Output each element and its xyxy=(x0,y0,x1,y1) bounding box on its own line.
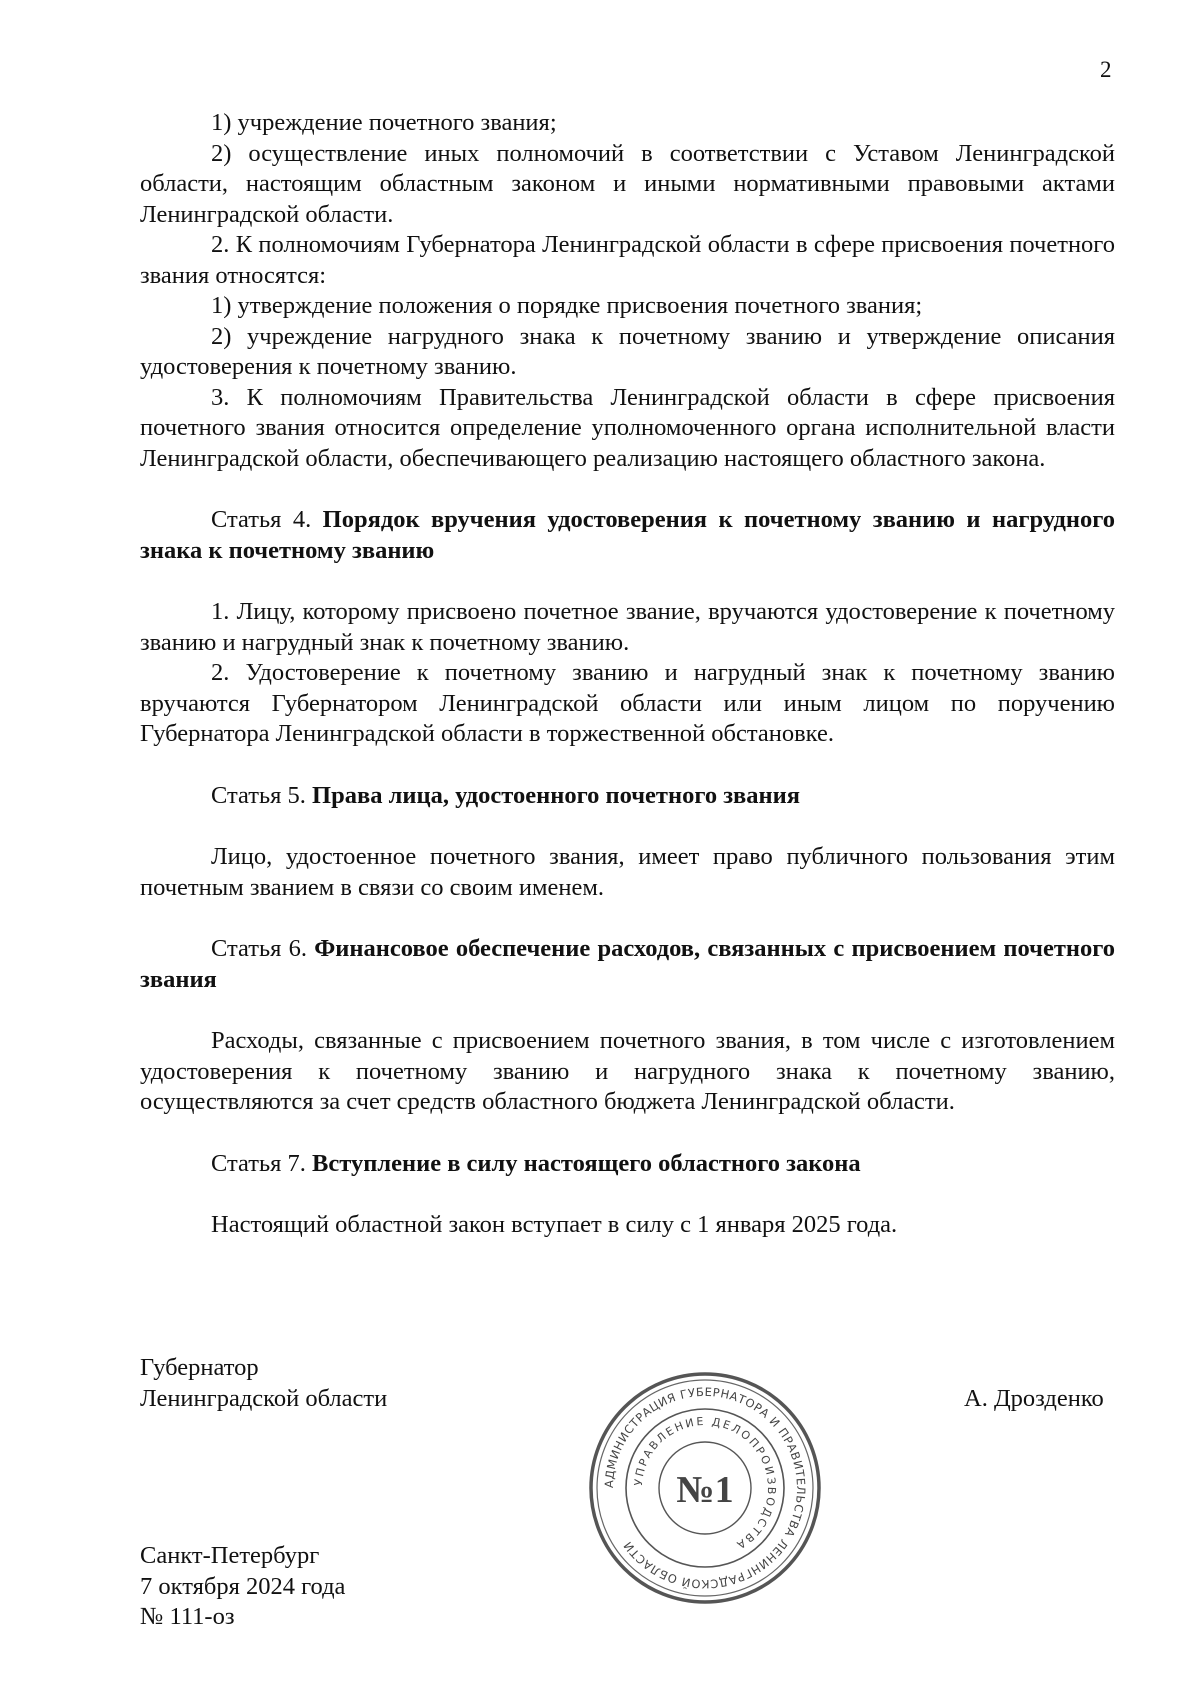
signature-position-line: Ленинградской области xyxy=(140,1384,388,1412)
paragraph: 1. Лицу, которому присвоено почетное звание, вручаются удостоверение к почетному званию и нагрудный знак к почетному званию. xyxy=(140,598,1115,656)
article-title: Права лица, удостоенного почетного звания xyxy=(312,781,801,809)
paragraph: 2) учреждение нагрудного знака к почетному званию и утверждение описания удостоверения к почетному званию. xyxy=(140,322,1115,380)
article-label: Статья 7. xyxy=(211,1149,306,1177)
article-title: Финансовое обеспечение расходов, связанных с присвоением почетного звания xyxy=(140,935,1115,993)
footer-block xyxy=(140,1541,345,1633)
seal-inner-text: УПРАВЛЕНИЕ ДЕЛОПРОИЗВОДСТВА xyxy=(631,1414,779,1553)
paragraph: 2) осуществление иных полномочий в соответствии с Уставом Ленинградской области, настоящим областным законом и иными нормативными правовыми актами Ленинградской области. xyxy=(140,139,1115,228)
article-title: Вступление в силу настоящего областного закона xyxy=(312,1149,861,1177)
paragraph: Расходы, связанные с присвоением почетного звания, в том числе с изготовлением удостоверения к почетному званию и нагрудного знака к почетному званию, осуществляются за счет средств областного бюджета Ленинградской области. xyxy=(140,1027,1115,1115)
seal-center-number: №1 xyxy=(676,1469,734,1511)
article-label: Статья 6. xyxy=(211,935,308,962)
article-title: Порядок вручения удостоверения к почетному званию и нагрудного знака к почетному званию xyxy=(140,506,1115,564)
paragraph: 3. К полномочиям Правительства Ленинградской области в сфере присвоения почетного звания относится определение уполномоченного органа исполнительной власти Ленинградской области, обеспечивающего реализацию настоящего областного закона. xyxy=(140,383,1115,472)
article-heading xyxy=(140,934,1115,995)
article-label: Статья 5. xyxy=(211,781,306,809)
footer-date: 7 октября 2024 года xyxy=(140,1572,346,1600)
signature-position xyxy=(140,1353,387,1414)
article-heading xyxy=(140,1149,1115,1180)
paragraph: 1) учреждение почетного звания; xyxy=(211,109,557,136)
paragraph: 1) утверждение положения о порядке присвоения почетного звания; xyxy=(211,292,923,319)
signature-position-line: Губернатор xyxy=(140,1354,259,1381)
signature-name: А. Дрозденко xyxy=(964,1385,1104,1412)
document-body xyxy=(140,108,1115,1241)
paragraph: 2. Удостоверение к почетному званию и нагрудный знак к почетному званию вручаются Губернатором Ленинградской области или иным лицом по поручению Губернатора Ленинградской области в торжественной обстановке. xyxy=(140,659,1115,747)
page-number: 2 xyxy=(1100,57,1112,82)
paragraph: Настоящий областной закон вступает в силу с 1 января 2025 года. xyxy=(211,1211,898,1238)
footer-number: № 111-оз xyxy=(140,1603,235,1630)
paragraph: Лицо, удостоенное почетного звания, имеет право публичного пользования этим почетным званием в связи со своим именем. xyxy=(140,843,1115,901)
footer-city: Санкт-Петербург xyxy=(140,1542,320,1569)
seal-outer-text: АДМИНИСТРАЦИЯ ГУБЕРНАТОРА И ПРАВИТЕЛЬСТВА ЛЕНИНГРАДСКОЙ ОБЛАСТИ xyxy=(601,1384,809,1592)
article-heading xyxy=(140,781,1115,812)
paragraph: 2. К полномочиям Губернатора Ленинградской области в сфере присвоения почетного звания относятся: xyxy=(140,231,1115,289)
article-label: Статья 4. xyxy=(211,506,312,533)
article-heading xyxy=(140,505,1115,566)
official-seal xyxy=(585,1368,825,1608)
